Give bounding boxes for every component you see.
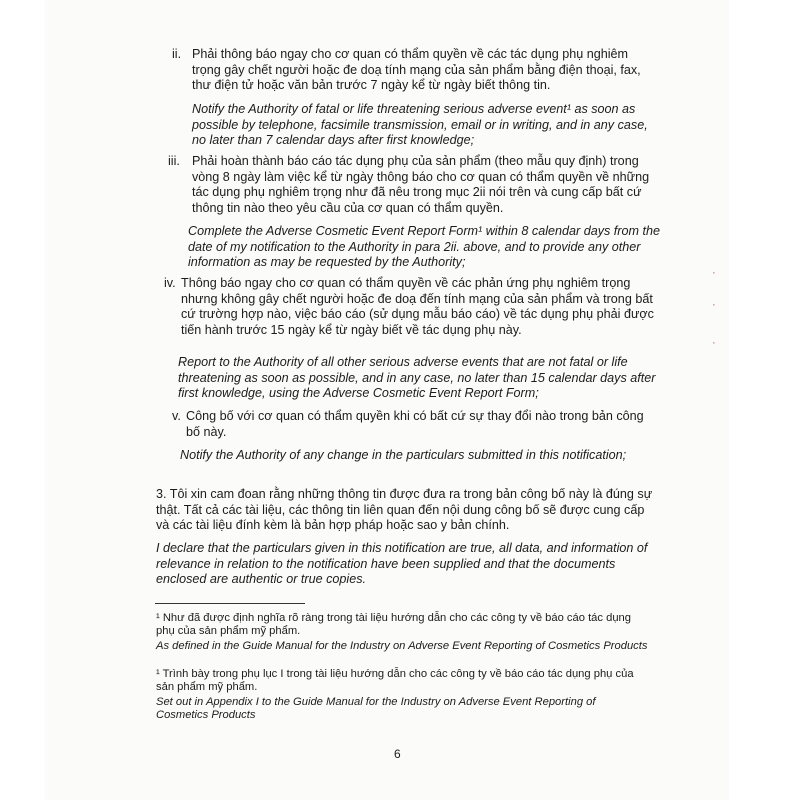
item-number-ii: ii. (172, 47, 182, 61)
stamp-fragment-icon: · (712, 267, 716, 279)
footnote-divider (155, 603, 305, 604)
item-iv-vi-text: Thông báo ngay cho cơ quan có thẩm quyền về các phản ứng phụ nghiêm trọng nhưng không gây chết người hoặc đe doạ đến tính mạng của sản phẩm và trong bất cứ trường hợp nào, việc báo cáo (sử dụng mẫu báo cáo) về tác dụng phụ phải được tiến hành trước 15 ngày kể từ ngày biết về tác dụng phụ này. (181, 276, 654, 337)
item-iii-english (188, 224, 660, 271)
item-v-en-text: Notify the Authority of any change in the particulars submitted in this notification; (180, 448, 627, 462)
footnote-1-en: As defined in the Guide Manual for the Industry on Adverse Event Reporting of Cosmetics Products (156, 640, 648, 652)
footnote-2-vi: ¹ Trình bày trong phụ lục I trong tài liệu hướng dẫn cho các công ty về báo cáo tác dụng phụ của sản phẩm mỹ phẩm. (156, 668, 634, 694)
footnote-1-vi: ¹ Như đã được định nghĩa rõ ràng trong tài liệu hướng dẫn cho các công ty về báo cáo tác dụng phụ của sản phẩm mỹ phẩm. (156, 612, 631, 638)
item-ii-vi-text: Phải thông báo ngay cho cơ quan có thẩm quyền về các tác dụng phụ nghiêm trọng gây chết người hoặc đe doạ tính mạng của sản phẩm bằng điện thoại, fax, thư điện tử hoặc văn bản trước 7 ngày kể từ ngày biết thông tin. (192, 47, 641, 92)
item-iv-vietnamese (181, 276, 659, 338)
page-margin (729, 0, 800, 800)
stamp-fragment-icon: · (712, 299, 716, 311)
item-number-iv: iv. (164, 276, 176, 290)
page-number: 6 (394, 747, 401, 761)
section-3-vietnamese (156, 487, 658, 534)
item-ii-en-text: Notify the Authority of fatal or life threatening serious adverse event¹ as soon as possible by telephone, facsimile transmission, email or in writing, and in any case, no later than 7 calendar days after first knowledge; (192, 102, 648, 147)
item-number-iii: iii. (168, 154, 180, 168)
item-iv-en-text: Report to the Authority of all other serious adverse events that are not fatal or life threatening as soon as possible, and in any case, no later than 15 calendar days after first knowledge, using the Adverse Cosmetic Event Report Form; (178, 355, 656, 400)
section-3-en-text: I declare that the particulars given in this notification are true, all data, and information of relevance in relation to the notification have been supplied and that the documents enclosed are authentic or true copies. (156, 541, 648, 586)
item-ii-english (192, 102, 660, 149)
footnote-2-en: Set out in Appendix I to the Guide Manual for the Industry on Adverse Event Reporting of Cosmetics Products (156, 696, 596, 722)
item-iii-vi-text: Phải hoàn thành báo cáo tác dụng phụ của sản phẩm (theo mẫu quy định) trong vòng 8 ngày làm việc kể từ ngày thông báo cho cơ quan có thẩm quyền về những tác dụng phụ nghiêm trọng như đã nêu trong mục 2ii nói trên và cung cấp bất cứ thông tin nào theo yêu cầu của cơ quan có thẩm quyền. (192, 154, 650, 215)
item-v-english (180, 448, 654, 464)
section-3-vi-text: 3. Tôi xin cam đoan rằng những thông tin được đưa ra trong bản công bố này là đúng sự thật. Tất cả các tài liệu, các thông tin liên quan đến nội dung công bố sẽ được cung cấp và các tài liệu đính kèm là bản hợp pháp hoặc sao y bản chính. (156, 487, 653, 532)
item-number-v: v. (172, 409, 181, 423)
item-v-vi-text: Công bố với cơ quan có thẩm quyền khi có bất cứ sự thay đổi nào trong bản công bố này. (186, 409, 644, 439)
item-iii-en-text: Complete the Adverse Cosmetic Event Report Form¹ within 8 calendar days from the date of my notification to the Authority in para 2ii. above, and to provide any other information as may be requested by the Authority; (188, 224, 660, 269)
item-ii-vietnamese (192, 47, 660, 94)
item-iv-english (178, 355, 659, 402)
stamp-fragment-icon: · (712, 337, 716, 349)
section-3-english (156, 541, 658, 588)
item-iii-vietnamese (192, 154, 660, 216)
item-v-vietnamese (186, 409, 658, 440)
